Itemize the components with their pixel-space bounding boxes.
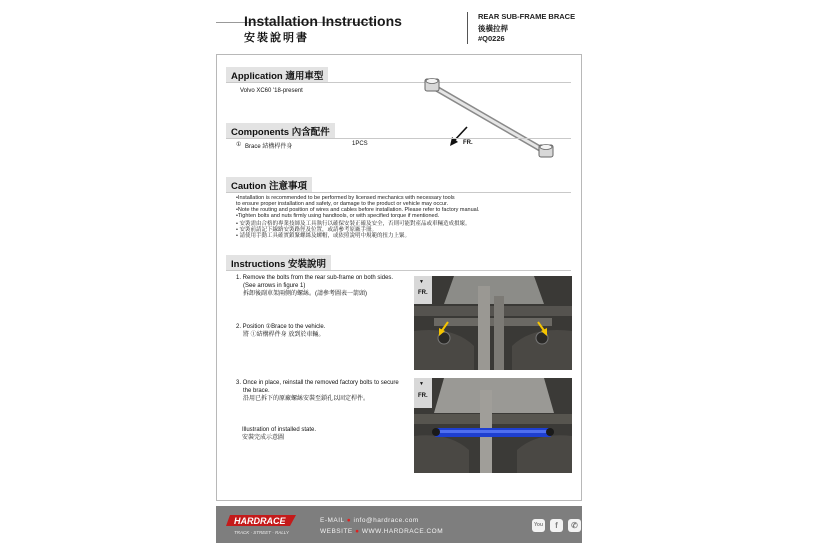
figure-1-illustration — [414, 276, 572, 370]
step-line: 將 ①結構桿件身 放到於車輛。 — [243, 332, 325, 338]
step-line: (See arrows in figure 1) — [243, 283, 306, 289]
component-index: ① — [236, 142, 242, 148]
step-2 — [236, 323, 325, 339]
bullet-icon: ● — [355, 528, 360, 535]
website-label: WEBSITE — [320, 528, 353, 535]
caution-heading: Caution 注意事項 — [226, 177, 312, 192]
instructions-rule — [226, 270, 571, 271]
facebook-icon[interactable]: f — [550, 519, 563, 532]
photo-2-direction: FR. — [418, 393, 428, 399]
caution-line: •Installation is recommended to be performed by licensed mechanics with necessary tools — [236, 195, 455, 201]
email-label: E-MAIL — [320, 517, 345, 524]
figure-1-photo — [414, 276, 572, 370]
caution-line: •Tighten bolts and nuts firmly using handtools, or with specified torque if mentioned. — [236, 213, 440, 219]
caution-rule — [226, 192, 571, 193]
header-divider — [467, 12, 468, 44]
step-1 — [236, 274, 393, 298]
component-name: Brace 結構桿件身 — [245, 144, 293, 150]
brand-tagline: TRACK · STREET · RALLY — [234, 530, 289, 535]
illustration-note-zh: 安裝完成示意圖 — [242, 435, 285, 441]
step-line: 3. Once in place, reinstall the removed factory bolts to secure — [236, 380, 399, 386]
caution-line: • 請使用手動工具確實鎖緊螺絲及螺帽，或依照說明中規範的扭力上緊。 — [236, 233, 410, 239]
illustration-note-en: Illustration of installed state. — [242, 427, 317, 433]
website-url[interactable]: WWW.HARDRACE.COM — [361, 528, 444, 535]
brand-name: HARDRACE — [234, 516, 286, 526]
page-title-zh: 安裝說明書 — [244, 32, 309, 44]
wechat-icon[interactable]: ✆ — [568, 519, 581, 532]
email-address[interactable]: info@hardrace.com — [353, 517, 419, 524]
caution-line: • 安裝需由合格的專業技師及工具執行以確保安裝正確及安全，否則可能對產品或車輛造成損壞。 — [236, 221, 471, 227]
website-row — [320, 528, 443, 535]
email-row — [320, 517, 419, 524]
bullet-icon: ● — [346, 517, 352, 524]
component-qty: 1PCS — [352, 141, 368, 147]
product-name-zh: 後橫拉桿 — [478, 24, 508, 33]
part-number: #Q0226 — [478, 34, 505, 43]
components-rule — [226, 138, 571, 139]
step-3 — [236, 379, 399, 403]
figure-2-photo — [414, 378, 572, 473]
step-line: 2. Position ①Brace to the vehicle. — [236, 324, 326, 330]
brace-diagram — [420, 76, 560, 166]
step-line: 拆卸後副車架兩側的螺絲。(請參考圖表一箭頭) — [243, 291, 367, 297]
illustration-note — [242, 426, 316, 442]
components-heading: Components 內含配件 — [226, 123, 335, 138]
direction-label: FR. — [463, 140, 473, 146]
figure-2-illustration — [414, 378, 572, 473]
caution-line: to ensure proper installation and safety, or damage to the product or vehicle may occur. — [236, 201, 449, 207]
application-heading: Application 適用車型 — [226, 67, 328, 82]
brace-end-right — [539, 145, 553, 158]
down-arrow-icon: ▼ — [419, 279, 424, 285]
product-name: REAR SUB-FRAME BRACE — [478, 12, 576, 21]
vehicle-fitment: Volvo XC60 '18-present — [240, 88, 303, 94]
step-line: 1. Remove the bolts from the rear sub-frame on both sides. — [236, 275, 394, 281]
hardrace-logo — [226, 513, 296, 537]
down-arrow-icon: ▼ — [419, 381, 424, 387]
brace-bar — [432, 86, 546, 152]
step-line: 沿用已拆下的原廠螺絲安裝至鎖孔以固定桿件。 — [243, 396, 370, 402]
caution-line: • 安裝前請記下線路安裝路徑及位置，或請參考原廠手冊。 — [236, 227, 377, 233]
brace-end-left — [425, 79, 439, 92]
step-line: the brace. — [243, 388, 270, 394]
caution-line: •Note the routing and position of wires and cables before installation. Please refer to factory manual. — [236, 207, 480, 213]
photo-1-direction: FR. — [418, 290, 428, 296]
instructions-heading: Instructions 安裝說明 — [226, 255, 331, 270]
youtube-icon[interactable]: You — [532, 519, 545, 532]
page-title: Installation Instructions — [244, 13, 402, 29]
